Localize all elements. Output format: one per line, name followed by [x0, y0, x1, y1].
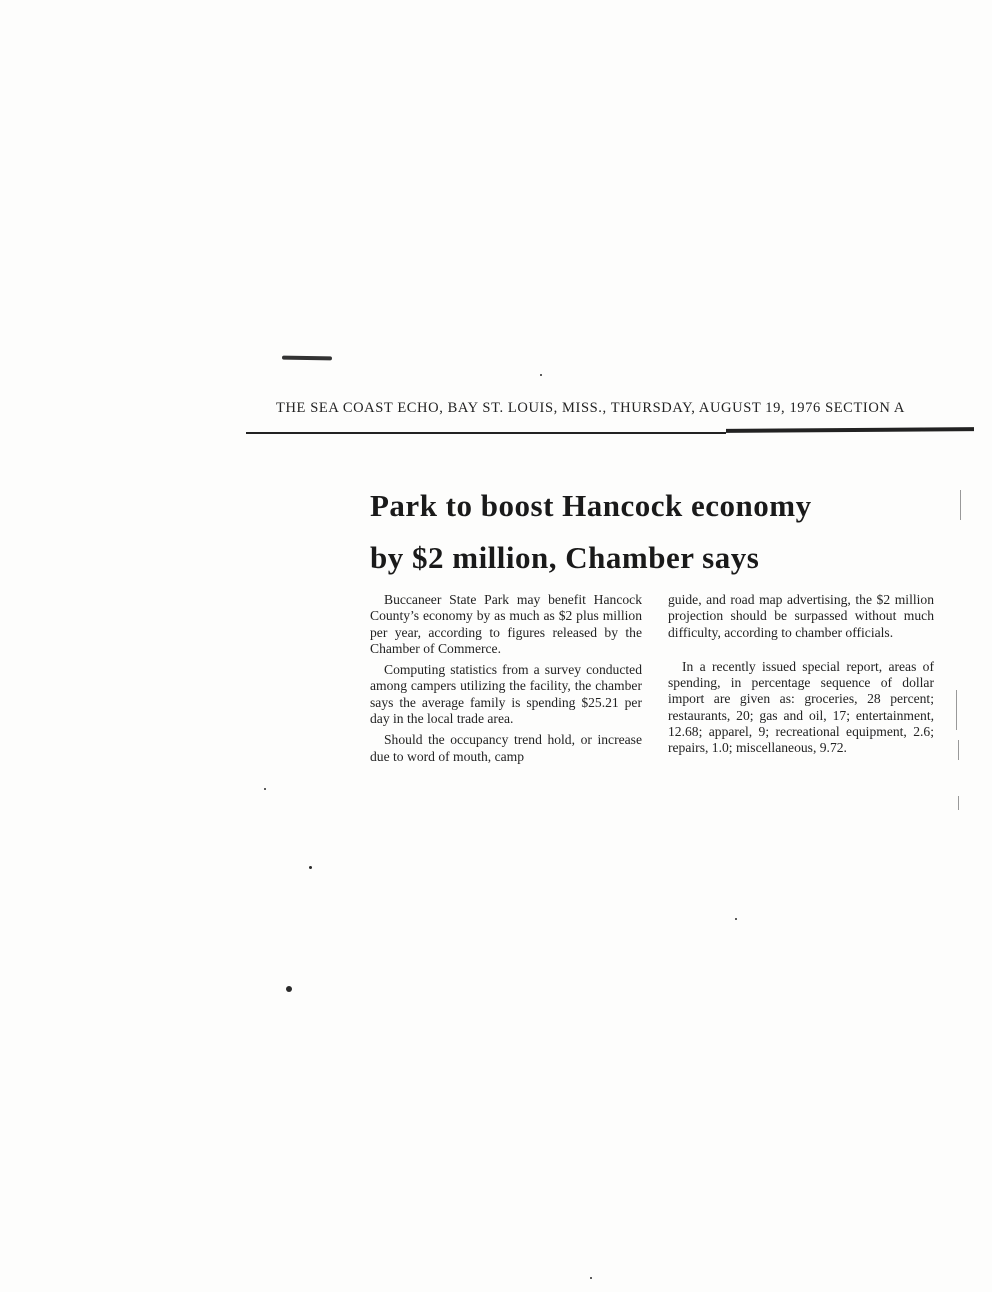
masthead: THE SEA COAST ECHO, BAY ST. LOUIS, MISS., THURSDAY, AUGUST 19, 1976 SECTION A: [276, 400, 905, 416]
scan-edge-line: [960, 490, 961, 520]
article-paragraph: In a recently issued special report, areas of spending, in percentage sequence of dollar import are given as: groceries, 28 percent; restaurants, 20; gas and oil, 17; entertainment, 12.68; apparel, 9; recreational equipment, 2.6; repairs, 1.0; miscellaneous, 9.72.: [668, 658, 934, 756]
ink-speck: [309, 866, 312, 869]
ink-smudge: [282, 356, 332, 361]
article-paragraph: guide, and road map advertising, the $2 million projection should be surpassed without much difficulty, according to chamber officials.: [668, 592, 934, 640]
scan-edge-line: [956, 690, 957, 730]
scan-edge-line: [958, 796, 959, 810]
ink-speck: [540, 374, 542, 376]
article-paragraph: Buccaneer State Park may benefit Hancock County’s economy by as much as $2 plus million per year, according to figures released by the Chamber of Commerce.: [370, 592, 642, 656]
ink-speck: [264, 788, 266, 790]
article-right-column: [668, 592, 934, 762]
scan-edge-line: [958, 740, 959, 760]
ink-speck: [590, 1277, 592, 1279]
masthead-rule-thick: [726, 427, 974, 433]
article-paragraph: Should the occupancy trend hold, or increase due to word of mouth, camp: [370, 732, 642, 764]
headline-line-1: Park to boost Hancock economy: [370, 488, 812, 523]
article-left-column: [370, 592, 642, 770]
ink-speck: [286, 986, 292, 992]
masthead-rule: [246, 432, 726, 434]
headline-line-2: by $2 million, Chamber says: [370, 540, 760, 575]
article-paragraph: Computing statistics from a survey conducted among campers utilizing the facility, the chamber says the average family is spending $25.21 per day in the local trade area.: [370, 662, 642, 727]
ink-speck: [735, 918, 737, 920]
